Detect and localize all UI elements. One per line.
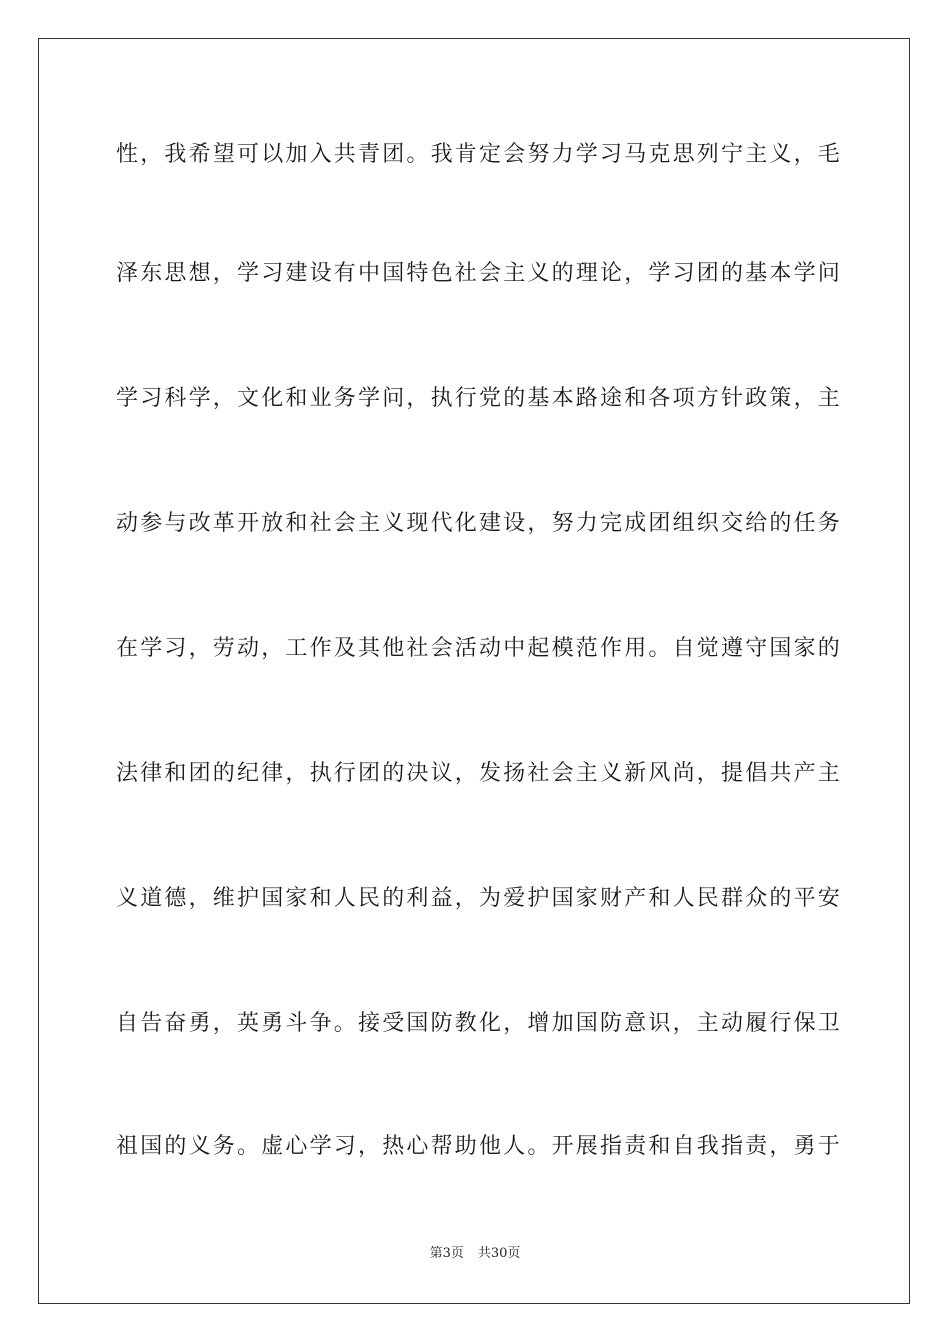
page-border	[38, 38, 910, 1304]
text-line: 泽东思想，学习建设有中国特色社会主义的理论，学习团的基本学问	[116, 261, 843, 286]
text-line: 法律和团的纪律，执行团的决议，发扬社会主义新风尚，提倡共产主	[116, 761, 843, 786]
text-line: 动参与改革开放和社会主义现代化建设，努力完成团组织交给的任务	[116, 511, 843, 536]
text-line: 自告奋勇，英勇斗争。接受国防教化，增加国防意识，主动履行保卫	[116, 1011, 843, 1036]
text-line: 在学习，劳动，工作及其他社会活动中起模范作用。自觉遵守国家的	[116, 636, 843, 661]
page-total: 共30页	[477, 1246, 521, 1261]
text-line: 学习科学，文化和业务学问，执行党的基本路途和各项方针政策，主	[116, 386, 843, 411]
text-line: 性，我希望可以加入共青团。我肯定会努力学习马克思列宁主义，毛	[116, 142, 843, 167]
page-footer	[0, 1245, 950, 1263]
text-line: 义道德，维护国家和人民的利益，为爱护国家财产和人民群众的平安	[116, 886, 843, 911]
text-line: 祖国的义务。虚心学习，热心帮助他人。开展指责和自我指责，勇于	[116, 1134, 843, 1159]
page-number: 第3页	[429, 1246, 464, 1261]
